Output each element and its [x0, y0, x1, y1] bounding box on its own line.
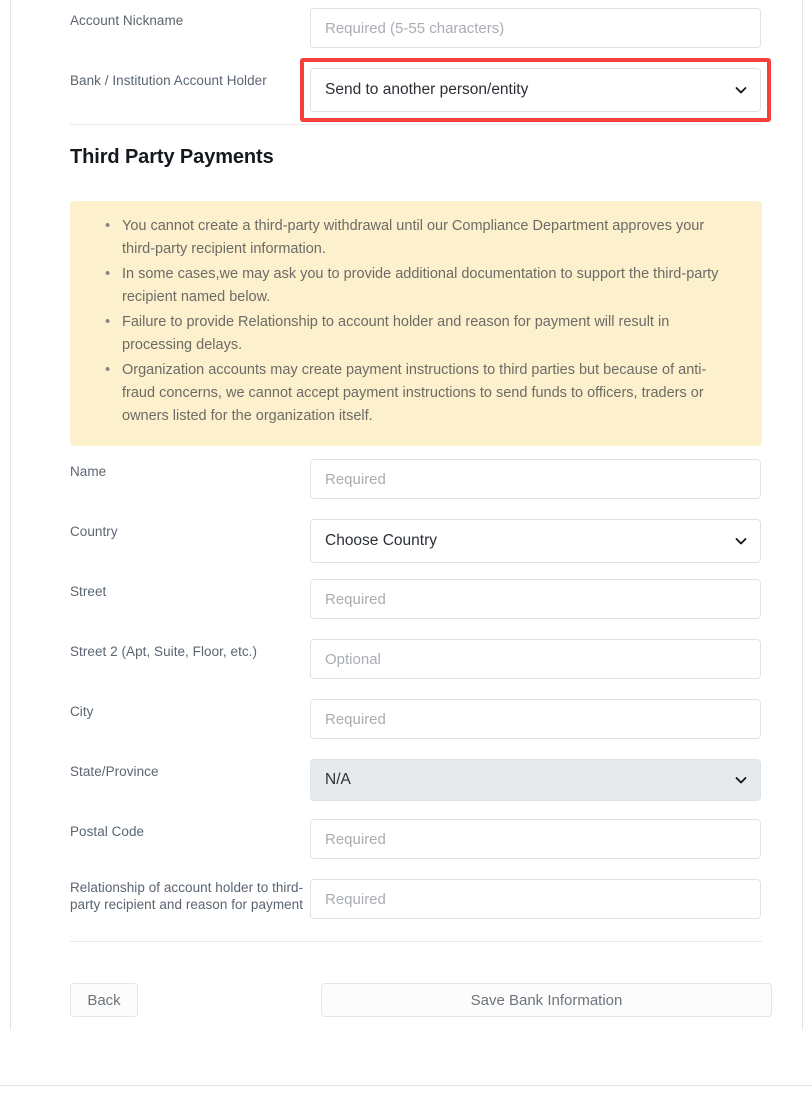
label-account-holder: Bank / Institution Account Holder [70, 73, 267, 88]
city-input[interactable] [310, 699, 761, 739]
label-postal-code: Postal Code [70, 824, 145, 839]
account-holder-selected-value: Send to another person/entity [325, 81, 529, 98]
control-country [310, 519, 762, 563]
control-account-holder [310, 68, 762, 112]
divider-actions [70, 941, 762, 942]
account-holder-select[interactable] [310, 68, 761, 112]
account-holder-select-wrap [310, 68, 761, 112]
state-province-select-wrap [310, 759, 761, 801]
list-item: • In some cases,we may ask you to provide additional documentation to support the third-party recipient named below. [122, 263, 736, 309]
country-select-wrap [310, 519, 761, 563]
control-account-nickname [310, 8, 762, 48]
label-account-nickname: Account Nickname [70, 13, 184, 28]
save-bank-information-button[interactable]: Save Bank Information [321, 983, 772, 1017]
field-row-city [70, 699, 762, 739]
control-postal-code [310, 819, 762, 859]
control-street2 [310, 639, 762, 679]
control-name [310, 459, 762, 499]
field-row-street2 [70, 639, 762, 679]
control-state-province [310, 759, 762, 801]
back-button[interactable]: Back [70, 983, 138, 1017]
field-row-country [70, 519, 762, 563]
country-select[interactable] [310, 519, 761, 563]
form-action-bar [70, 983, 762, 1017]
label-country: Country [70, 524, 118, 539]
form-page-card [10, 0, 803, 1030]
control-street [310, 579, 762, 619]
state-province-selected-value: N/A [325, 771, 351, 788]
label-street: Street [70, 584, 107, 599]
field-row-account-holder [70, 68, 762, 112]
field-row-relationship [70, 879, 762, 919]
account-nickname-input[interactable] [310, 8, 761, 48]
page-title: Third Party Payments [70, 146, 274, 168]
label-street2: Street 2 (Apt, Suite, Floor, etc.) [70, 644, 258, 659]
street2-input[interactable] [310, 639, 761, 679]
label-state-province: State/Province [70, 764, 159, 779]
field-row-postal-code [70, 819, 762, 859]
field-row-account-nickname [70, 8, 762, 48]
field-row-name [70, 459, 762, 499]
control-city [310, 699, 762, 739]
list-item: • Failure to provide Relationship to account holder and reason for payment will result in processing delays. [122, 311, 736, 357]
postal-code-input[interactable] [310, 819, 761, 859]
list-item: • Organization accounts may create payment instructions to third parties but because of anti-fraud concerns, we cannot accept payment instructions to send funds to officers, traders or owners listed for the organization itself. [122, 359, 736, 428]
third-party-warning-panel [70, 201, 762, 446]
label-city: City [70, 704, 94, 719]
street-input[interactable] [310, 579, 761, 619]
name-input[interactable] [310, 459, 761, 499]
label-name: Name [70, 464, 107, 479]
relationship-input[interactable] [310, 879, 761, 919]
state-province-select[interactable] [310, 759, 761, 801]
control-relationship [310, 879, 762, 919]
field-row-street [70, 579, 762, 619]
label-relationship: Relationship of account holder to third-party recipient and reason for payment [70, 880, 304, 912]
country-selected-value: Choose Country [325, 532, 438, 549]
divider-top [70, 124, 762, 125]
page-bottom-divider [0, 1085, 812, 1086]
field-row-state-province [70, 759, 762, 801]
warning-bullet-list [86, 215, 746, 428]
list-item: • You cannot create a third-party withdrawal until our Compliance Department approves your third-party recipient information. [122, 215, 736, 261]
